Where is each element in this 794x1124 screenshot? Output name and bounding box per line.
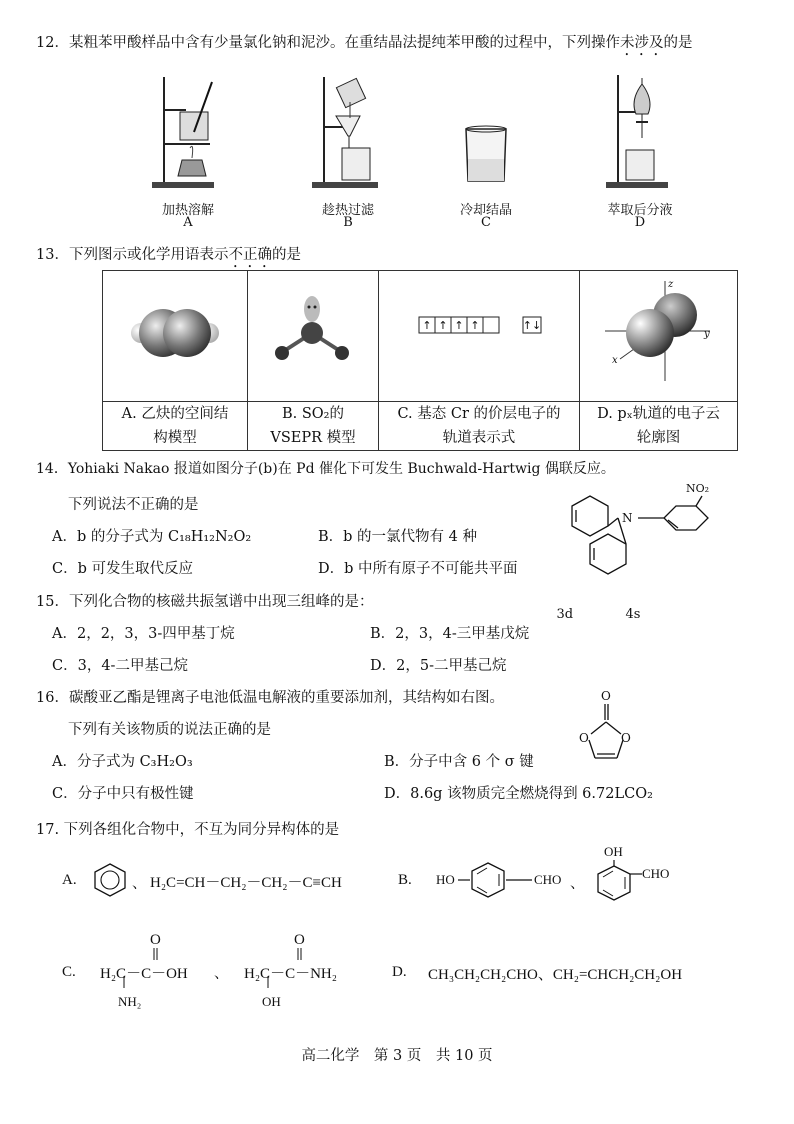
axis-x: x bbox=[612, 355, 618, 366]
letter-c: C bbox=[481, 215, 491, 230]
apparatus-hot-filtration bbox=[310, 72, 390, 192]
q13-stem: 13．下列图示或化学用语表示不正确的是 bbox=[36, 247, 301, 263]
q17-c-m2-sub: OH bbox=[262, 994, 281, 1009]
svg-text:↑: ↑ bbox=[454, 319, 464, 332]
ortho-hydroxybenzaldehyde-structure bbox=[588, 860, 648, 916]
label-o-top: O bbox=[601, 689, 611, 703]
q17-b-cho2: CHO bbox=[642, 866, 670, 881]
px-orbital-image bbox=[580, 271, 737, 397]
q16-option-c: C．分子中只有极性键 bbox=[52, 786, 194, 802]
carbazole-structure bbox=[552, 478, 722, 588]
orbital-label-4s: 4s bbox=[625, 606, 641, 622]
q17-c-m1-sub: NH₂ bbox=[118, 994, 142, 1009]
q16-sub: 下列有关该物质的说法正确的是 bbox=[68, 722, 271, 738]
q14-option-b: B．b 的一氯代物有 4 种 bbox=[318, 529, 477, 545]
q14-stem: 14．Yohiaki Nakao 报道如图分子(b)在 Pd 催化下可发生 Buchwald-Hartwig 偶联反应。 bbox=[36, 461, 615, 477]
apparatus-heating-dissolution bbox=[150, 72, 220, 192]
q17-d-formula: CH₃CH₂CH₂CHO、CH₂=CHCH₂CH₂OH bbox=[428, 967, 683, 983]
q15-option-a: A．2，2，3，3-四甲基丁烷 bbox=[52, 626, 235, 642]
q17-c-sep: 、 bbox=[214, 966, 229, 982]
q13-cell-a: A. 乙炔的空间结 构模型 bbox=[103, 402, 248, 451]
cr-orbital-diagram bbox=[379, 271, 579, 397]
caption-b: 趁热过滤 bbox=[321, 203, 374, 218]
svg-text:↑: ↑ bbox=[470, 319, 480, 332]
letter-d: D bbox=[634, 215, 646, 230]
q13-cell-b: B. SO₂的 VSEPR 模型 bbox=[248, 402, 379, 451]
letter-b: B bbox=[343, 215, 353, 230]
q14-option-a: A．b 的分子式为 C₁₈H₁₂N₂O₂ bbox=[52, 529, 252, 545]
svg-text:↑: ↑ bbox=[438, 319, 448, 332]
q17-c-letter: C. bbox=[62, 964, 76, 980]
svg-text:↑↓: ↑↓ bbox=[522, 319, 542, 332]
q17-b-cho1: CHO bbox=[534, 872, 562, 887]
caption-d: 萃取后分液 bbox=[607, 203, 673, 218]
q15-option-c: C．3，4-二甲基己烷 bbox=[52, 658, 188, 674]
q17-c-m1-o: O bbox=[150, 932, 161, 948]
q15-option-b: B．2，3，4-三甲基戊烷 bbox=[370, 626, 530, 642]
q16-option-d: D．8.6g 该物质完全燃烧得到 6.72LCO₂ bbox=[384, 786, 653, 802]
q17-b-sep: 、 bbox=[570, 876, 585, 892]
q16-option-b: B．分子中含 6 个 σ 键 bbox=[384, 754, 534, 770]
page-footer: 高二化学 第 3 页 共 10 页 bbox=[301, 1048, 493, 1064]
q17-b-oh: OH bbox=[604, 844, 623, 859]
q16-option-a: A．分子式为 C₃H₂O₃ bbox=[52, 754, 193, 770]
q17-c-m1-main: H₂C－C－OH bbox=[100, 966, 188, 982]
axis-z: z bbox=[668, 279, 674, 290]
apparatus-cooling-beaker bbox=[462, 125, 512, 185]
q17-stem: 17. 下列各组化合物中，不互为同分异构体的是 bbox=[36, 822, 340, 838]
letter-a: A bbox=[183, 215, 193, 230]
q17-b-letter: B. bbox=[398, 872, 412, 888]
q14-option-d: D．b 中所有原子不可能共平面 bbox=[318, 561, 518, 577]
q15-stem: 15．下列化合物的核磁共振氢谱中出现三组峰的是： bbox=[36, 594, 374, 610]
q17-a-formula: H₂C=CH－CH₂－CH₂－C≡CH bbox=[150, 875, 342, 891]
q12-stem: 12．某粗苯甲酸样品中含有少量氯化钠和泥沙。在重结晶法提纯苯甲酸的过程中，下列操作未涉及的是 bbox=[36, 35, 693, 51]
so2-vsepr-image bbox=[248, 271, 378, 397]
q13-cell-d: D. pₓ轨道的电子云 轮廓图 bbox=[580, 402, 738, 451]
q17-a-letter: A. bbox=[62, 872, 77, 888]
benzene-ring-icon bbox=[92, 862, 128, 898]
q16-stem: 16．碳酸亚乙酯是锂离子电池低温电解液的重要添加剂，其结构如右图。 bbox=[36, 690, 504, 706]
label-o-left: O bbox=[579, 731, 589, 745]
q15-option-d: D．2，5-二甲基己烷 bbox=[370, 658, 507, 674]
vinylene-carbonate-structure bbox=[575, 690, 635, 770]
q13-cell-c: C. 基态 Cr 的价层电子的 轨道表示式 bbox=[379, 402, 580, 451]
caption-c: 冷却结晶 bbox=[459, 203, 512, 218]
q17-c-m2-main: H₂C－C－NH₂ bbox=[244, 966, 337, 982]
svg-text:↑: ↑ bbox=[422, 319, 432, 332]
label-n: N bbox=[622, 511, 633, 525]
q17-b-ho: HO bbox=[436, 872, 455, 887]
label-o-right: O bbox=[621, 731, 631, 745]
q14-sub: 下列说法不正确的是 bbox=[68, 497, 199, 513]
q14-option-c: C．b 可发生取代反应 bbox=[52, 561, 193, 577]
caption-a: 加热溶解 bbox=[161, 203, 214, 218]
q17-d-letter: D. bbox=[392, 964, 407, 980]
label-no2: NO₂ bbox=[686, 482, 710, 495]
q17-c-m2-o: O bbox=[294, 932, 305, 948]
orbital-label-3d: 3d bbox=[556, 606, 574, 622]
apparatus-separatory-funnel bbox=[604, 70, 674, 190]
para-hydroxybenzaldehyde-structure bbox=[458, 860, 538, 900]
q17-a-sep: 、 bbox=[132, 876, 147, 892]
axis-y: y bbox=[704, 329, 710, 340]
acetylene-model-image bbox=[103, 271, 247, 397]
